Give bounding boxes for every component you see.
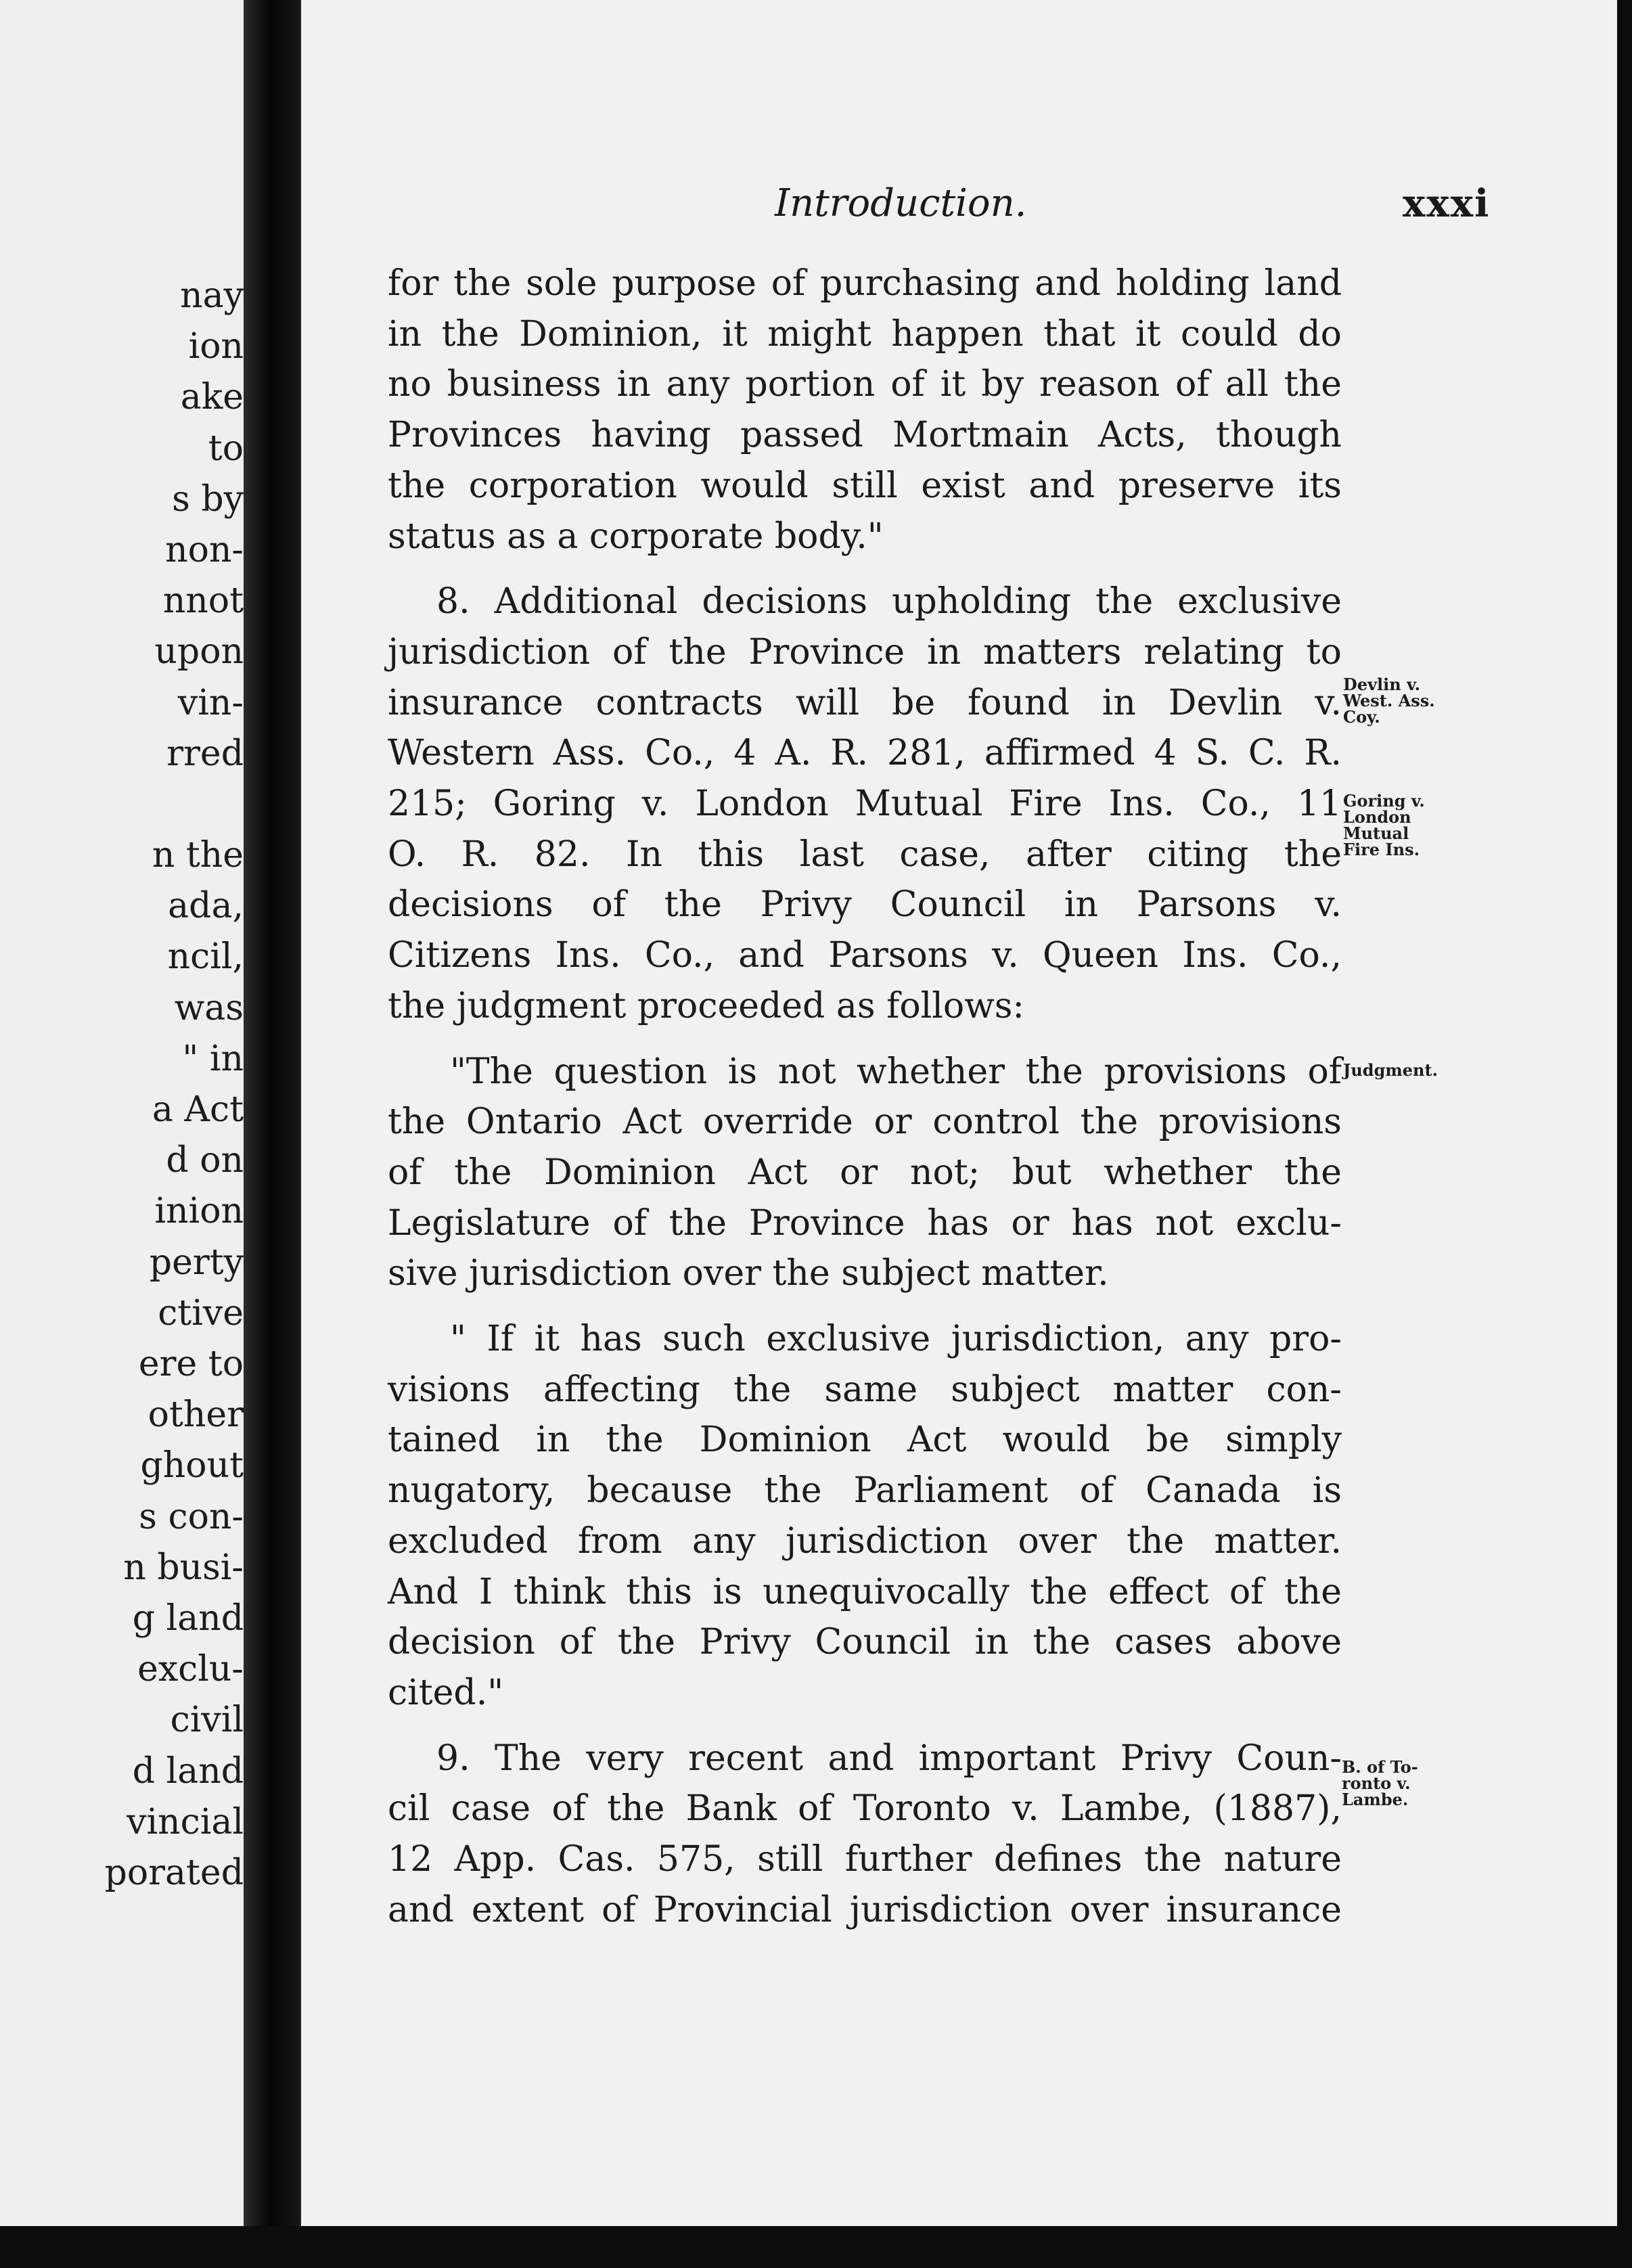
left-fragment: nnot bbox=[162, 581, 244, 622]
left-fragment: ctive bbox=[158, 1292, 244, 1334]
text-line: "The question is not whether the provisions of bbox=[450, 1051, 1342, 1092]
scan-bottom-border bbox=[0, 2226, 1632, 2268]
left-fragment: d on bbox=[166, 1140, 244, 1181]
margin-note-judgment bbox=[1343, 1062, 1438, 1079]
margin-note-line: Goring v. bbox=[1343, 791, 1425, 811]
text-line: nugatory, because the Parliament of Canada is bbox=[388, 1470, 1342, 1512]
left-fragment-gap bbox=[105, 779, 244, 830]
margin-note-line: Coy. bbox=[1343, 707, 1380, 727]
text-line: visions affecting the same subject matter con- bbox=[388, 1369, 1342, 1410]
text-line: 9. The very recent and important Privy Coun- bbox=[436, 1738, 1342, 1779]
margin-note-lambe bbox=[1342, 1759, 1418, 1808]
text-line: Legislature of the Province has or has not exclu- bbox=[388, 1202, 1342, 1244]
left-fragment: inion bbox=[154, 1191, 244, 1232]
text-line: of the Dominion Act or not; but whether the bbox=[388, 1152, 1342, 1193]
left-fragment: civil bbox=[170, 1700, 244, 1741]
text-line: 215; Goring v. London Mutual Fire Ins. Co., 11 bbox=[388, 784, 1342, 825]
margin-note-line: West. Ass. bbox=[1343, 691, 1435, 710]
left-fragment: upon bbox=[154, 631, 244, 673]
text-line: sive jurisdiction over the subject matter. bbox=[388, 1253, 1109, 1294]
margin-note-line: ronto v. bbox=[1342, 1773, 1411, 1793]
left-fragment: rred bbox=[166, 733, 244, 774]
text-line: for the sole purpose of purchasing and holding land bbox=[388, 263, 1342, 304]
text-line: no business in any portion of it by reason of all the bbox=[388, 364, 1342, 405]
left-page-text-fragments bbox=[105, 271, 244, 1899]
margin-note-line: B. of To- bbox=[1342, 1757, 1418, 1777]
page-number: xxxi bbox=[1403, 181, 1491, 226]
body-text bbox=[388, 258, 1342, 1936]
left-facing-page bbox=[0, 0, 252, 2268]
left-fragment: porated bbox=[104, 1853, 244, 1894]
margin-note-line: London bbox=[1343, 807, 1411, 827]
paragraph-gap bbox=[388, 562, 1342, 576]
text-line: O. R. 82. In this last case, after citing the bbox=[388, 834, 1342, 875]
margin-note-line: Judgment. bbox=[1343, 1060, 1438, 1080]
text-line: status as a corporate body." bbox=[388, 516, 884, 557]
left-fragment: to bbox=[208, 428, 244, 469]
text-line: tained in the Dominion Act would be simply bbox=[388, 1420, 1342, 1461]
left-fragment: ghout bbox=[140, 1445, 244, 1487]
left-fragment: ake bbox=[180, 377, 244, 418]
left-fragment: " in bbox=[182, 1038, 244, 1079]
margin-note-line: Fire Ins. bbox=[1343, 840, 1420, 859]
text-line: cited." bbox=[388, 1672, 504, 1713]
text-line: and extent of Provincial jurisdiction over insurance bbox=[388, 1889, 1342, 1930]
text-line: excluded from any jurisdiction over the matter. bbox=[388, 1520, 1342, 1562]
left-fragment: g land bbox=[132, 1598, 244, 1639]
text-line: Citizens Ins. Co., and Parsons v. Queen Ins. Co., bbox=[388, 935, 1342, 976]
text-line: the judgment proceeded as follows: bbox=[388, 985, 1024, 1026]
left-fragment: ncil, bbox=[167, 936, 244, 978]
text-line: cil case of the Bank of Toronto v. Lambe, (1887), bbox=[388, 1788, 1342, 1830]
text-line: Provinces having passed Mortmain Acts, though bbox=[388, 415, 1342, 456]
text-line: Western Ass. Co., 4 A. R. 281, affirmed 4 S. C. R. bbox=[388, 733, 1342, 774]
page-header bbox=[301, 181, 1617, 235]
left-fragment: non- bbox=[165, 530, 244, 571]
left-fragment: other bbox=[148, 1394, 244, 1436]
text-line: the corporation would still exist and preserve its bbox=[388, 465, 1342, 506]
left-fragment: d land bbox=[132, 1750, 244, 1792]
margin-note-line: Lambe. bbox=[1342, 1790, 1409, 1809]
text-line: jurisdiction of the Province in matters relating to bbox=[388, 631, 1342, 673]
text-line: insurance contracts will be found in Devlin v. bbox=[388, 682, 1342, 723]
left-fragment: n busi- bbox=[123, 1547, 244, 1588]
left-fragment: s con- bbox=[139, 1496, 244, 1537]
left-fragment: a Act bbox=[152, 1089, 244, 1131]
left-fragment: vincial bbox=[127, 1801, 244, 1842]
left-fragment: vin- bbox=[177, 682, 244, 723]
left-fragment: was bbox=[174, 987, 244, 1028]
left-fragment: n the bbox=[152, 835, 244, 876]
text-line: in the Dominion, it might happen that it could do bbox=[388, 313, 1342, 355]
margin-note-devlin bbox=[1343, 677, 1435, 725]
left-fragment: s by bbox=[172, 478, 244, 520]
paragraph-gap bbox=[388, 1299, 1342, 1314]
paragraph-gap bbox=[388, 1032, 1342, 1047]
text-line: the Ontario Act override or control the provisions bbox=[388, 1102, 1342, 1143]
paragraph-gap bbox=[388, 1719, 1342, 1733]
text-line: " If it has such exclusive jurisdiction, any pro- bbox=[450, 1319, 1342, 1360]
margin-note-line: Devlin v. bbox=[1343, 675, 1420, 694]
main-page bbox=[301, 0, 1617, 2226]
text-line: decision of the Privy Council in the cases above bbox=[388, 1622, 1342, 1663]
left-fragment: perty bbox=[149, 1242, 244, 1283]
text-line: 12 App. Cas. 575, still further defines the nature bbox=[388, 1839, 1342, 1880]
running-title: Introduction. bbox=[775, 181, 1027, 225]
left-fragment: ada, bbox=[168, 886, 244, 927]
text-line: 8. Additional decisions upholding the exclusive bbox=[436, 581, 1342, 622]
text-line: And I think this is unequivocally the effect of the bbox=[388, 1571, 1342, 1612]
left-fragment: exclu- bbox=[137, 1649, 244, 1690]
left-fragment: ion bbox=[188, 326, 244, 367]
text-line: decisions of the Privy Council in Parsons v. bbox=[388, 884, 1342, 926]
left-fragment: nay bbox=[180, 275, 244, 316]
margin-note-line: Mutual bbox=[1343, 823, 1409, 843]
margin-note-goring bbox=[1343, 793, 1425, 858]
left-fragment: ere to bbox=[138, 1344, 244, 1385]
